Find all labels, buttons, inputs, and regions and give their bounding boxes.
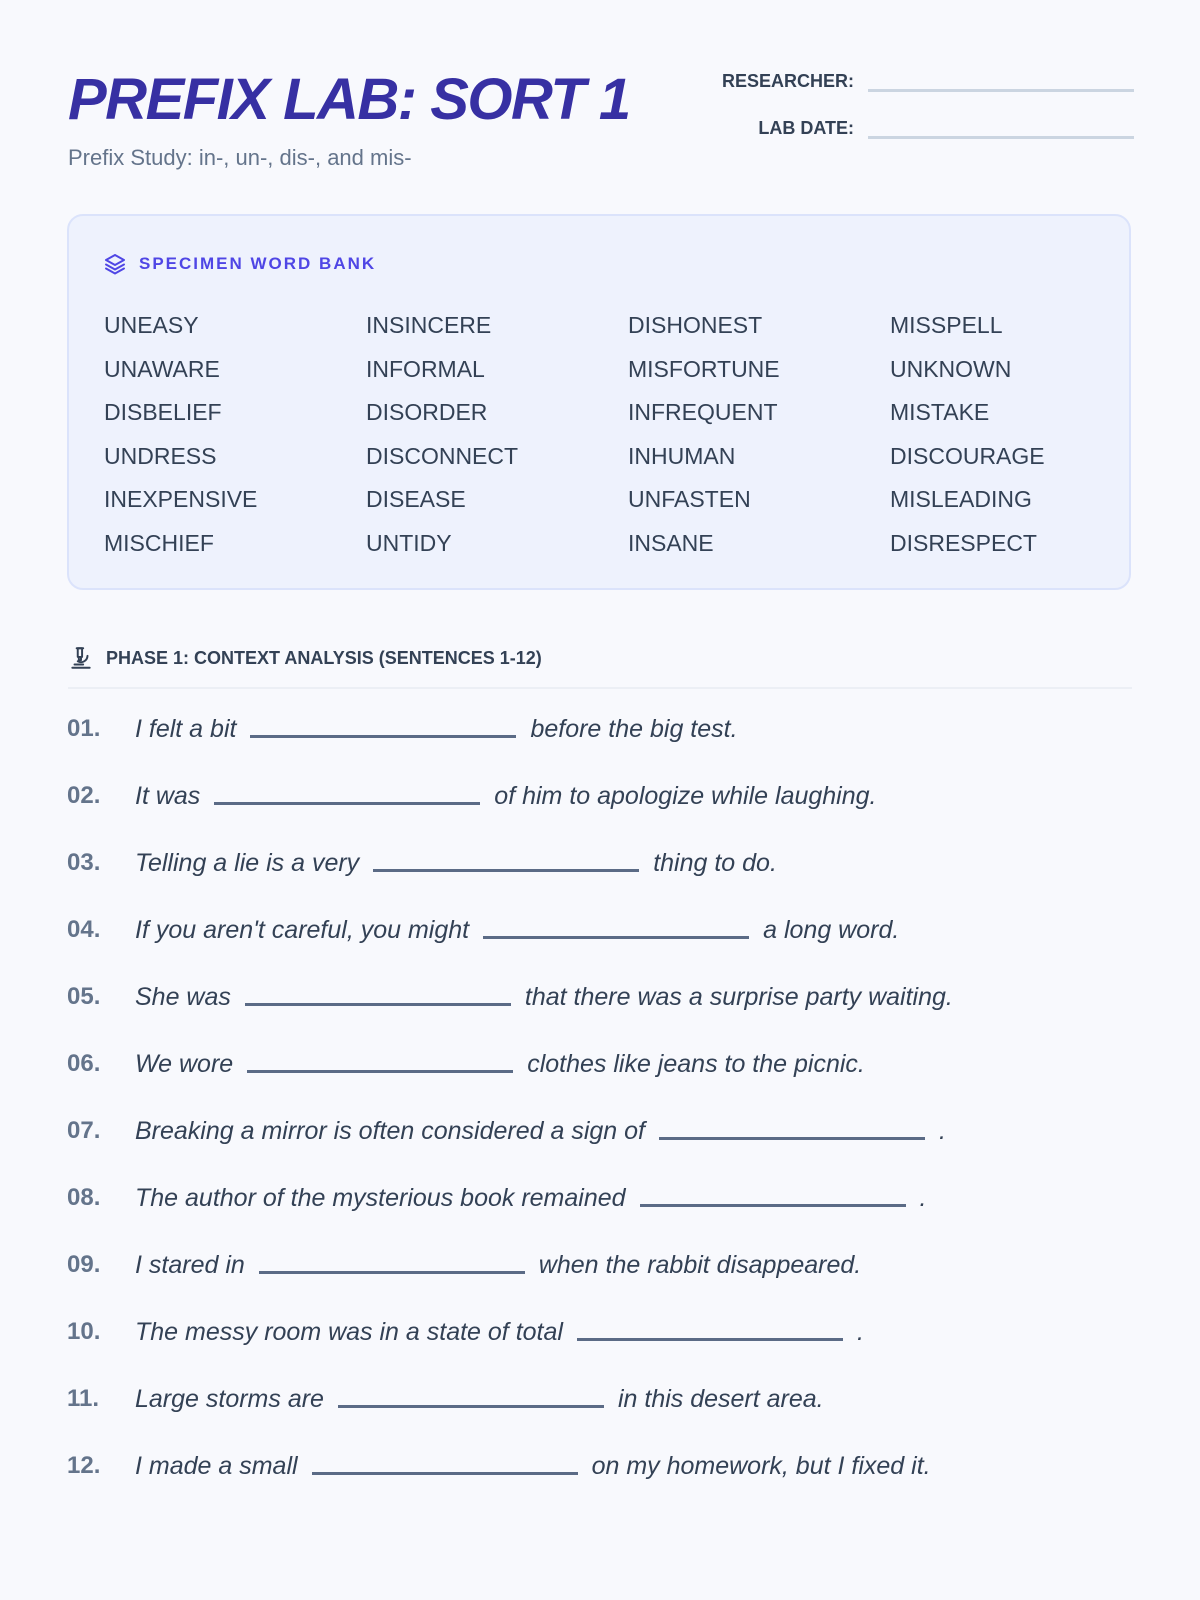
phase-title: PHASE 1: CONTEXT ANALYSIS (SENTENCES 1-12) xyxy=(106,648,542,668)
sentence-text-before: Large storms are xyxy=(135,1385,324,1413)
sentence-text-after: on my homework, but I fixed it. xyxy=(591,1452,931,1480)
word-bank-item: DISCONNECT xyxy=(366,442,519,469)
sentence-text-before: I made a small xyxy=(135,1452,298,1480)
word-bank-item: INFREQUENT xyxy=(628,399,778,425)
sentence-number: 08. xyxy=(67,1184,101,1211)
sentence-text-before: Breaking a mirror is often considered a sign of xyxy=(135,1117,645,1145)
word-bank-item: MISLEADING xyxy=(890,486,1032,512)
word-bank-item: MISTAKE xyxy=(890,399,990,425)
sentence-row xyxy=(67,1182,953,1249)
word-bank-item: MISCHIEF xyxy=(104,529,214,556)
word-bank-grid xyxy=(104,304,1152,565)
sentence-text-after: in this desert area. xyxy=(617,1385,824,1413)
lab-date-field[interactable] xyxy=(868,136,1134,139)
lab-date-row xyxy=(704,115,1134,141)
sentence-number: 07. xyxy=(67,1117,101,1144)
answer-blank[interactable] xyxy=(245,981,511,1006)
answer-blank[interactable] xyxy=(373,847,639,872)
word-bank-item: UNAWARE xyxy=(104,355,220,382)
sentence-text-before: It was xyxy=(135,782,201,810)
sentence-text-after: . xyxy=(856,1318,864,1346)
sentence-row xyxy=(67,1249,953,1316)
sentence-number: 02. xyxy=(67,782,101,809)
sentence-number: 04. xyxy=(67,916,101,943)
sentence-row xyxy=(67,981,953,1048)
sentence-number: 06. xyxy=(67,1050,101,1077)
sentence-text-after: a long word. xyxy=(763,916,900,944)
word-bank-header xyxy=(103,252,376,276)
sentence-text-before: I stared in xyxy=(135,1251,245,1279)
word-bank-item: MISSPELL xyxy=(890,312,1003,338)
sentence-row xyxy=(67,780,953,847)
word-bank-item: DISORDER xyxy=(366,399,488,425)
sentence-text-after: of him to apologize while laughing. xyxy=(494,782,877,810)
sentence-text-before: I felt a bit xyxy=(135,715,237,743)
sentence-text-after: when the rabbit disappeared. xyxy=(538,1251,862,1279)
word-bank-item: INSANE xyxy=(628,529,714,556)
sentence-text-before: The messy room was in a state of total xyxy=(135,1318,563,1346)
word-bank-item: DISBELIEF xyxy=(104,399,222,425)
answer-blank[interactable] xyxy=(250,713,516,738)
word-bank-item: INFORMAL xyxy=(366,355,485,382)
page-subtitle: Prefix Study: in-, un-, dis-, and mis- xyxy=(68,145,412,170)
sentence-row xyxy=(67,1450,953,1517)
sentence-row xyxy=(67,847,953,914)
sentence-text-after: thing to do. xyxy=(653,849,777,877)
sentence-number: 03. xyxy=(67,849,101,876)
layers-icon xyxy=(103,252,127,276)
sentence-list xyxy=(67,713,953,1517)
word-bank-item: UNFASTEN xyxy=(628,486,751,512)
answer-blank[interactable] xyxy=(312,1450,578,1475)
researcher-field[interactable] xyxy=(868,89,1134,92)
sentence-text-after: . xyxy=(919,1184,927,1212)
sentence-text-before: If you aren't careful, you might xyxy=(135,916,470,944)
answer-blank[interactable] xyxy=(259,1249,525,1274)
word-bank-item: DISHONEST xyxy=(628,312,763,338)
sentence-number: 09. xyxy=(67,1251,101,1278)
answer-blank[interactable] xyxy=(214,780,480,805)
phase-header xyxy=(68,645,1132,689)
word-bank-item: UNTIDY xyxy=(366,529,452,556)
word-bank-item: MISFORTUNE xyxy=(628,355,780,382)
answer-blank[interactable] xyxy=(338,1383,604,1408)
word-bank-item: DISRESPECT xyxy=(890,529,1037,556)
sentence-text-before: We wore xyxy=(135,1050,234,1078)
sentence-number: 05. xyxy=(67,983,101,1010)
word-bank-item: DISEASE xyxy=(366,486,466,512)
sentence-text-after: . xyxy=(938,1117,946,1145)
word-bank-item: INHUMAN xyxy=(628,442,736,469)
word-bank-item: INEXPENSIVE xyxy=(104,486,258,512)
sentence-text-before: Telling a lie is a very xyxy=(135,849,360,877)
answer-blank[interactable] xyxy=(659,1115,925,1140)
sentence-number: 11. xyxy=(67,1385,100,1412)
researcher-label: RESEARCHER: xyxy=(721,71,854,91)
word-bank xyxy=(67,214,1131,590)
sentence-row xyxy=(67,1383,953,1450)
sentence-number: 01. xyxy=(67,715,101,742)
sentence-row xyxy=(67,914,953,981)
sentence-row xyxy=(67,1048,953,1115)
microscope-icon xyxy=(68,645,94,671)
sentence-row xyxy=(67,1316,953,1383)
sentence-text-after: that there was a surprise party waiting. xyxy=(524,983,953,1011)
lab-date-label: LAB DATE: xyxy=(758,118,854,138)
researcher-row xyxy=(704,68,1134,94)
word-bank-item: INSINCERE xyxy=(366,312,492,338)
sentence-text-after: clothes like jeans to the picnic. xyxy=(527,1050,865,1078)
word-bank-item: UNKNOWN xyxy=(890,355,1012,382)
word-bank-item: UNEASY xyxy=(104,312,199,338)
sentence-number: 12. xyxy=(67,1452,101,1479)
sentence-number: 10. xyxy=(67,1318,101,1345)
sentence-text-before: She was xyxy=(135,983,231,1011)
answer-blank[interactable] xyxy=(577,1316,843,1341)
word-bank-title: SPECIMEN WORD BANK xyxy=(139,254,377,273)
sentence-text-after: before the big test. xyxy=(530,715,738,743)
word-bank-item: DISCOURAGE xyxy=(890,442,1045,469)
answer-blank[interactable] xyxy=(247,1048,513,1073)
sentence-text-before: The author of the mysterious book remained xyxy=(135,1184,626,1212)
answer-blank[interactable] xyxy=(483,914,749,939)
sentence-row xyxy=(67,1115,953,1182)
word-bank-item: UNDRESS xyxy=(104,442,217,469)
sentence-row xyxy=(67,713,953,780)
page-title: PREFIX LAB: SORT 1 xyxy=(68,67,630,132)
answer-blank[interactable] xyxy=(640,1182,906,1207)
